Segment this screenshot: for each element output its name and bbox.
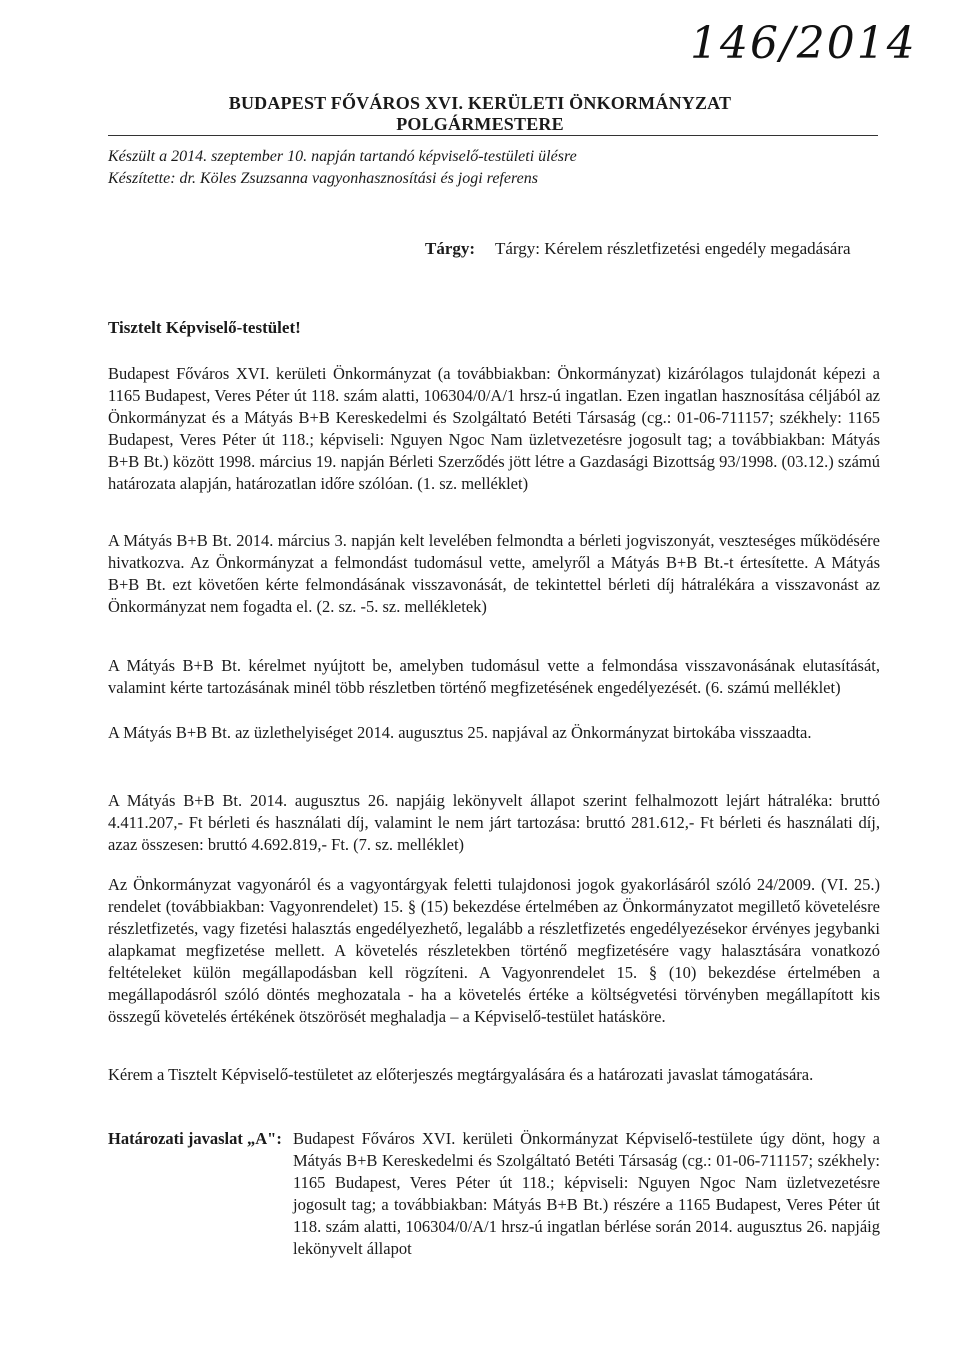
subject-label: Tárgy: bbox=[425, 239, 476, 258]
paragraph-termination: A Mátyás B+B Bt. 2014. március 3. napján kelt levelében felmondta a bérleti jogviszonyát, veszteséges működésére hivatkozva. Az Önkormányzat a felmondást tudomásul vette, amelyről a Mátyás B+B Bt.-t értesítette. A Mátyás B+B Bt. ezt követően kérte felmondásának visszavonását, de tekintettel bérleti díj hátralékára a visszavonást az Önkormányzat nem fogadta el. (2. sz. -5. sz. mellékletek) bbox=[108, 531, 880, 616]
paragraph-request-approval: Kérem a Tisztelt Képviselő-testületet az előterjeszés megtárgyalására és a határozati javaslat támogatására. bbox=[108, 1065, 814, 1084]
header-divider bbox=[108, 135, 878, 136]
prepared-by-line: Készítette: dr. Köles Zsuzsanna vagyonhasznosítási és jogi referens bbox=[108, 170, 538, 187]
resolution-label: Határozati javaslat „A": bbox=[108, 1129, 282, 1148]
resolution-text: Budapest Főváros XVI. kerületi Önkormányzat Képviselő-testülete úgy dönt, hogy a Mátyás B+B Kereskedelmi és Szolgáltató Betéti Társaság (cg.: 01-06-711157; székhely: 1165 Budapest, Veres Péter út 118.; képviseli: Nguyen Ngoc Nam üzletvezetésre jogosult tag; a továbbiakban: Mátyás B+B Bt.) részére a 1165 Budapest, Veres Péter út 118. szám alatti, 106304/0/A/1 hrsz-ú ingatlan bérlése során 2014. augusztus 26. napjáig lekönyvelt állapot bbox=[293, 1129, 880, 1258]
paragraph-debt: A Mátyás B+B Bt. 2014. augusztus 26. napjáig lekönyvelt állapot szerint felhalmozott lejárt hátraléka: bruttó 4.411.207,- Ft bérleti és használati díj, valamint le nem járt tartozása: bruttó 281.612,- Ft bérleti és használati díj, azaz összesen: bruttó 4.692.819,- Ft. (7. sz. melléklet) bbox=[108, 791, 880, 854]
header-institution: BUDAPEST FŐVÁROS XVI. KERÜLETI ÖNKORMÁNYZAT bbox=[228, 93, 732, 113]
paragraph-request: A Mátyás B+B Bt. kérelmet nyújtott be, amelyben tudomásul vette a felmondása visszavonásának elutasítását, valamint kérte tartozásának minél több részletben történő megfizetésének engedélyezését. (6. számú melléklet) bbox=[108, 656, 880, 697]
prepared-for-line: Készült a 2014. szeptember 10. napján tartandó képviselő-testületi ülésre bbox=[108, 148, 577, 165]
subject-block bbox=[425, 237, 880, 260]
handwritten-file-number: 146/2014 bbox=[690, 18, 917, 69]
header-office: POLGÁRMESTERE bbox=[396, 114, 564, 134]
paragraph-return: A Mátyás B+B Bt. az üzlethelyiséget 2014. augusztus 25. napjával az Önkormányzat birtokába visszaadta. bbox=[108, 723, 812, 742]
paragraph-background: Budapest Főváros XVI. kerületi Önkormányzat (a továbbiakban: Önkormányzat) kizárólagos tulajdonát képezi a 1165 Budapest, Veres Péter út 118. szám alatti, 106304/0/A/1 hrsz-ú ingatlan. Ezen ingatlan hasznosítása céljából az Önkormányzat és a Mátyás B+B Kereskedelmi és Szolgáltató Betéti Társaság (cg.: 01-06-711157; székhely: 1165 Budapest, Veres Péter út 118.; képviseli: Nguyen Ngoc Nam üzletvezetésre jogosult tag; a továbbiakban: Mátyás B+B Bt.) között 1998. március 19. napján Bérleti Szerződés jött létre a Gazdasági Bizottság 93/1998. (03.12.) számú határozata alapján, határozatlan időre szólóan. (1. sz. melléklet) bbox=[108, 364, 880, 493]
resolution-proposal bbox=[108, 1128, 880, 1260]
subject-value: Tárgy: Kérelem részletfizetési engedély megadására bbox=[495, 239, 851, 258]
paragraph-regulation: Az Önkormányzat vagyonáról és a vagyontárgyak feletti tulajdonosi jogok gyakorlásáról szóló 24/2009. (VI. 25.) rendelet (továbbiakban: Vagyonrendelet) 15. § (15) bekezdése értelmében az Önkormányzatot megillető követelésre részletfizetés, vagy fizetési halasztás engedélyezhető, legalább a részletfizetés engedélyezésekor érvényes jegybanki alapkamat megfizetése mellett. A követelés részletekben történő megfizetésére vagy halasztására vonatkozó feltételeket külön megállapodásban kell rögzíteni. A Vagyonrendelet 15. § (10) bekezdése értelmében a megállapodásról szóló döntés meghozatala - ha a követelés értéke a költségvetési törvényben megállapított kis összegű követelés értékének ötszörösét meghaladja – a Képviselő-testület hatásköre. bbox=[108, 875, 880, 1026]
greeting: Tisztelt Képviselő-testület! bbox=[108, 318, 301, 337]
